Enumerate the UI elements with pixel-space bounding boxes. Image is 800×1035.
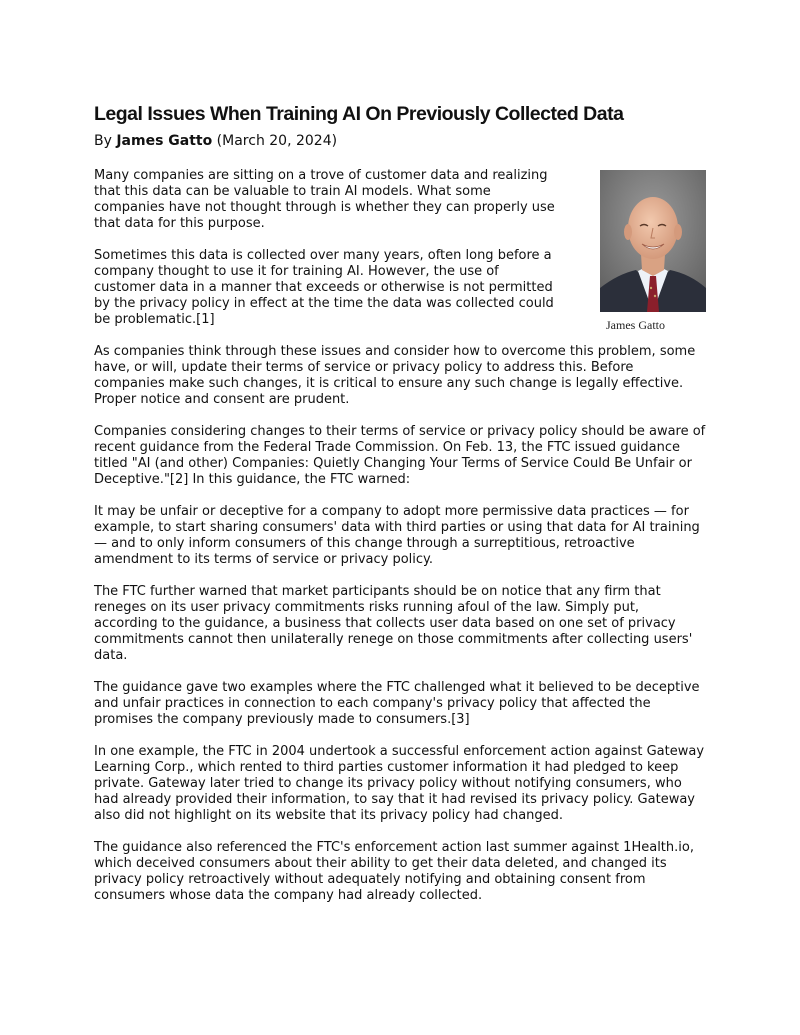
article-title: Legal Issues When Training AI On Previously Collected Data (94, 103, 624, 125)
publish-date: (March 20, 2024) (212, 133, 338, 149)
author-name: James Gatto (116, 133, 213, 149)
quote-paragraph: It may be unfair or deceptive for a company to adopt more permissive data practices — for example, to start sharing consumers' data with third parties or using that data for AI training — and to only inform consumers of this change through a surreptitious, retroactive amendment to its terms of service or privacy policy. (94, 504, 700, 567)
paragraph: The guidance also referenced the FTC's enforcement action last summer against 1Health.io, which deceived consumers about their ability to get their data deleted, and changed its privacy policy retroactively without adequately notifying and obtaining consent from consumers whose data the company had already collected. (94, 840, 694, 903)
author-photo (600, 170, 706, 312)
article (94, 102, 706, 920)
paragraph: Companies considering changes to their terms of service or privacy policy should be aware of recent guidance from the Federal Trade Commission. On Feb. 13, the FTC issued guidance titled "AI (and other) Companies: Quietly Changing Your Terms of Service Could Be Unfair or Deceptive."[2] In this guidance, the FTC warned: (94, 424, 706, 487)
paragraph: Many companies are sitting on a trove of customer data and realizing that this data can be valuable to train AI models. What some companies have not thought through is whether they can properly use that data for this purpose. (94, 168, 555, 231)
paragraph: The guidance gave two examples where the FTC challenged what it believed to be deceptive and unfair practices in connection to each company's privacy policy that affected the promises the company previously made to consumers.[3] (94, 680, 700, 727)
paragraph: In one example, the FTC in 2004 undertook a successful enforcement action against Gateway Learning Corp., which rented to third parties customer information it had pledged to keep private. Gateway later tried to change its privacy policy without notifying consumers, who had already provided their information, to say that it had revised its privacy policy. Gateway also did not highlight on its website that its privacy policy had changed. (94, 744, 705, 823)
paragraph: Sometimes this data is collected over many years, often long before a company thought to use it for training AI. However, the use of customer data in a manner that exceeds or otherwise is not permitted by the privacy policy in effect at the time the data was collected could be problematic.[1] (94, 248, 554, 327)
paragraph: As companies think through these issues and consider how to overcome this problem, some have, or will, update their terms of service or privacy policy to address this. Before companies make such changes, it is critical to ensure any such change is legally effective. Proper notice and consent are prudent. (94, 344, 696, 407)
author-photo-figure (600, 170, 706, 332)
paragraph: The FTC further warned that market participants should be on notice that any firm that reneges on its user privacy commitments risks running afoul of the law. Simply put, according to the guidance, a business that collects user data based on one set of privacy commitments cannot then unilaterally renege on those commitments after collecting users' data. (94, 584, 693, 663)
byline (94, 133, 706, 150)
byline-prefix: By (94, 133, 117, 149)
photo-caption: James Gatto (606, 318, 665, 332)
